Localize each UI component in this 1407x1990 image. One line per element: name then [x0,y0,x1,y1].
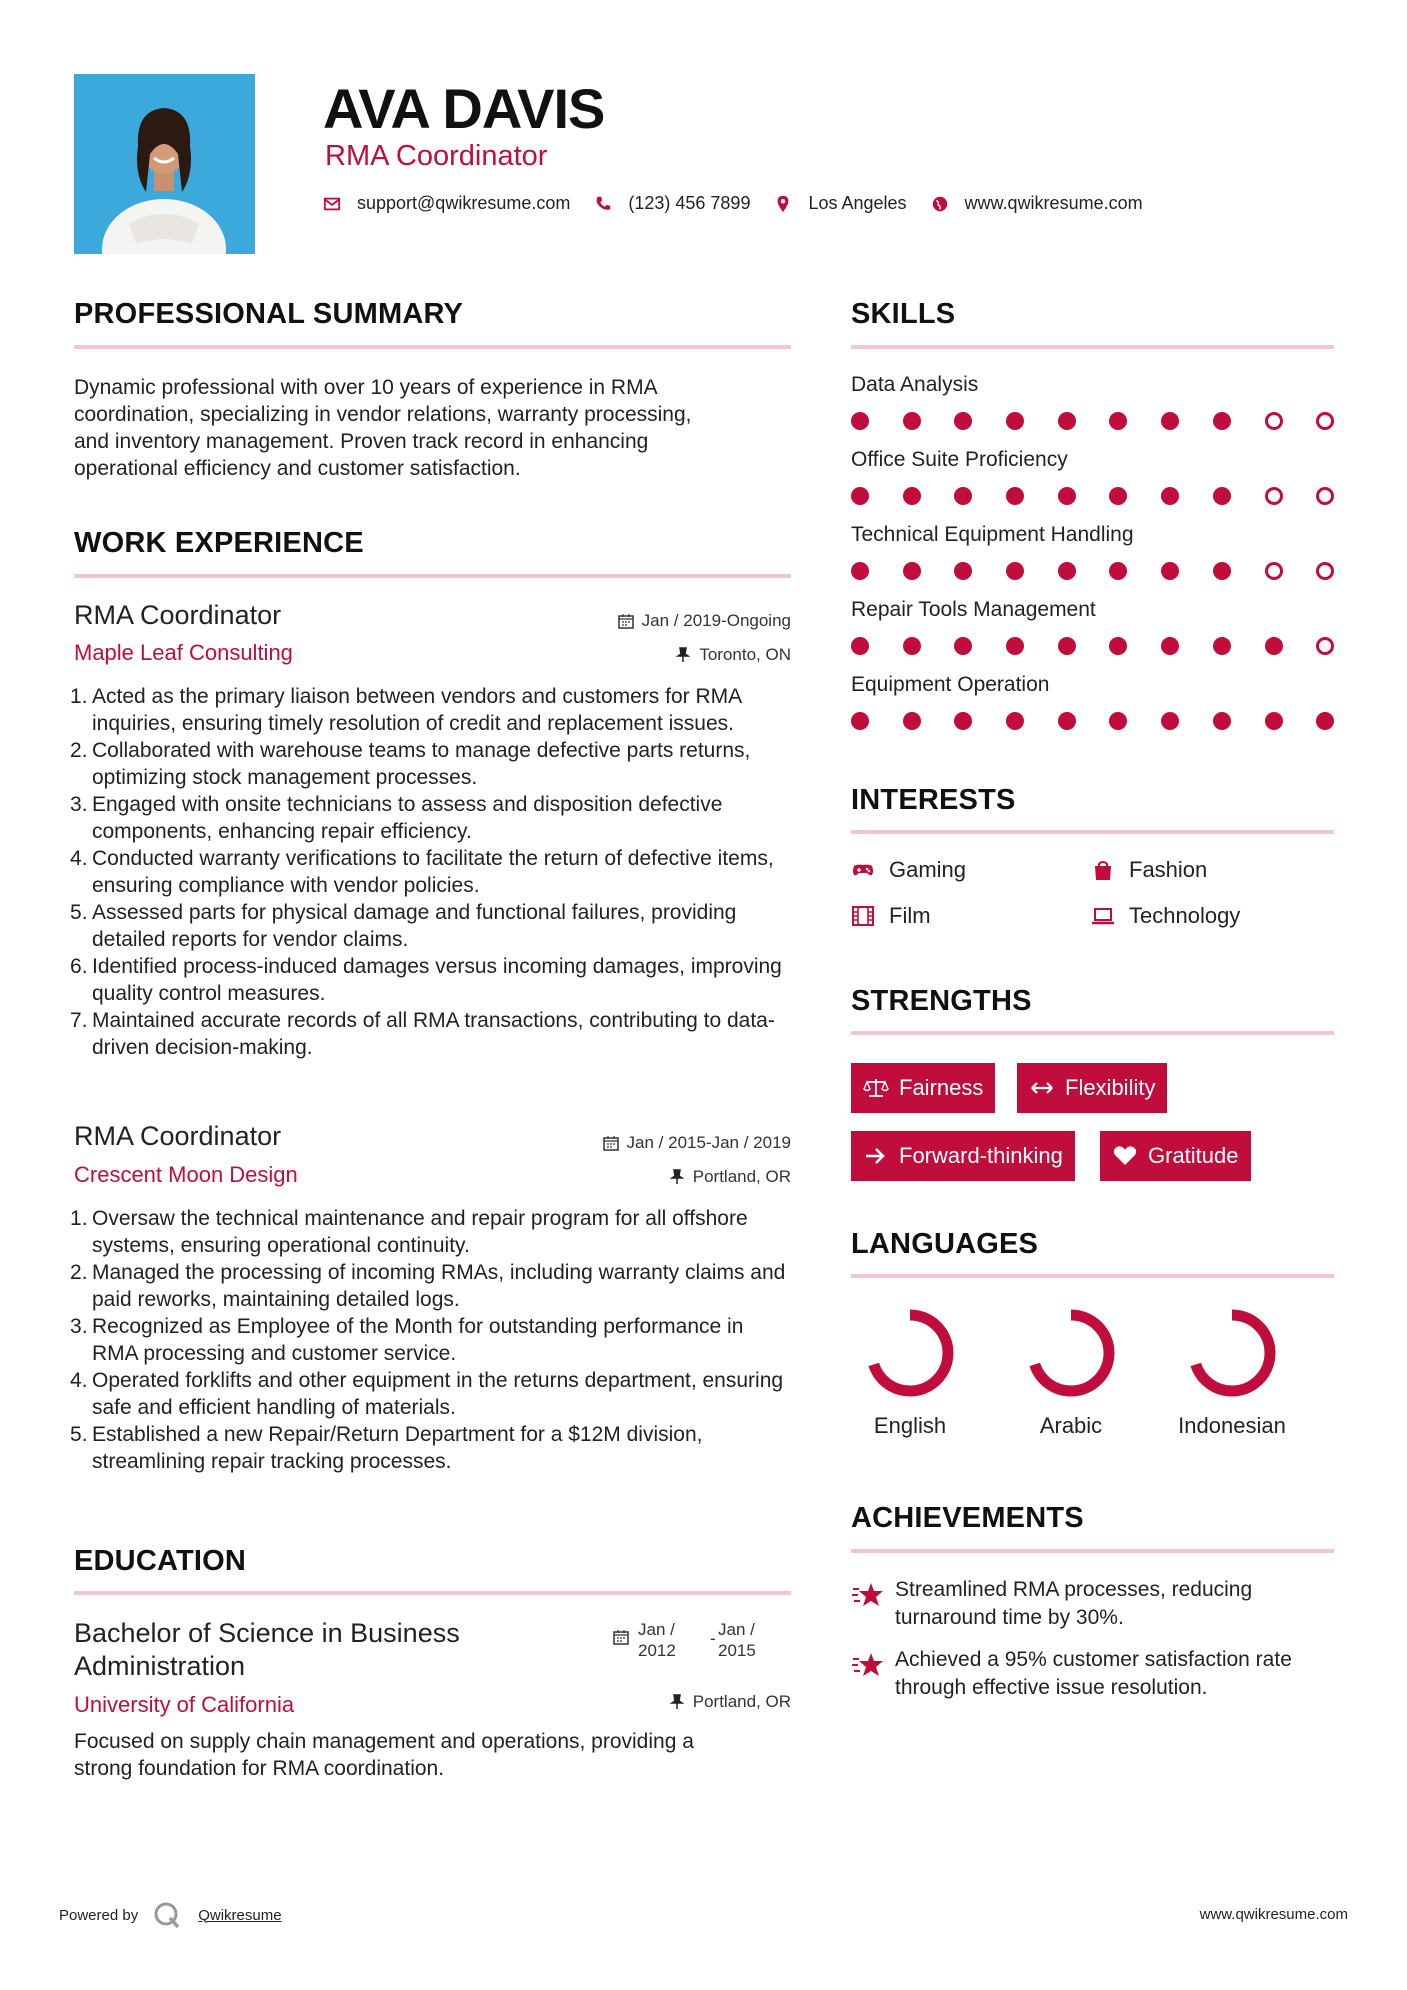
rating-dot-filled [1006,637,1024,655]
gamepad-icon [851,859,875,881]
degree-line: Administration [74,1651,246,1681]
education-desc-line: Focused on supply chain management and operations, providing a [74,1730,694,1753]
language-level-ring [862,1305,958,1401]
rating-dot-filled [1265,712,1283,730]
language-level-arc [872,1315,948,1391]
education-location [669,1692,791,1712]
job-bullet: Identified process-induced damages versus incoming damages, improving quality control measures. [92,955,782,1005]
rating-dot-filled [1006,562,1024,580]
strength-badge-gratitude [1100,1131,1251,1181]
language-name: Indonesian [1178,1413,1286,1438]
achievement-item [851,1576,1252,1632]
rating-dot-empty [1316,637,1334,655]
rating-dot-filled [1109,562,1127,580]
job-bullet: Recognized as Employee of the Month for outstanding performance in RMA processing and customer service. [92,1315,744,1365]
contact-email[interactable] [323,193,570,214]
skill-name: Technical Equipment Handling [851,523,1134,546]
globe-icon [931,195,949,213]
rating-dot-filled [851,562,869,580]
contact-phone[interactable] [594,193,750,214]
rating-dot-filled [1161,487,1179,505]
rating-dot-filled [1161,562,1179,580]
rating-dot-filled [1006,712,1024,730]
contact-bar [323,193,1167,214]
education-location-text: Portland, OR [692,1692,791,1711]
interest-label: Film [889,903,931,928]
rating-dot-filled [1161,637,1179,655]
profile-photo [74,74,255,254]
language-name: English [873,1413,947,1438]
language-item [1162,1305,1302,1439]
rating-dot-empty [1316,412,1334,430]
qwikresume-logo-icon [152,1900,182,1930]
education-desc-line: strong foundation for RMA coordination. [74,1757,445,1780]
rating-dot-filled [954,712,972,730]
rating-dot-filled [954,412,972,430]
strength-badge-forward-thinking [851,1131,1075,1181]
skill-name: Equipment Operation [851,673,1050,696]
work-heading: WORK EXPERIENCE [74,527,364,559]
pin-icon [675,647,691,663]
achievement-line: Achieved a 95% customer satisfaction rate [895,1648,1292,1671]
summary-text [74,374,791,482]
date-part: Jan / [718,1620,755,1639]
contact-location-text: Los Angeles [808,193,907,213]
interests-heading: INTERESTS [851,784,1016,816]
rating-dot-filled [851,712,869,730]
rating-dot-filled [1213,412,1231,430]
education-description [74,1728,791,1782]
interest-label: Technology [1129,903,1241,928]
rating-dot-filled [903,712,921,730]
achievement-text [895,1646,1292,1702]
interest-fashion [1091,857,1207,883]
date-part: Jan / [638,1620,675,1639]
star-award-icon [851,1580,885,1610]
contact-location [774,193,906,214]
candidate-name: AVA DAVIS [323,77,605,140]
education-degree [74,1617,460,1683]
job-company: Crescent Moon Design [74,1162,298,1187]
job-bullet: Maintained accurate records of all RMA transactions, contributing to data-driven decision-making. [92,1009,775,1059]
job-bullets [74,1205,794,1475]
language-item [1001,1305,1141,1439]
rating-dot-filled [1006,487,1024,505]
summary-divider [74,345,791,349]
rating-dot-filled [851,487,869,505]
job-location [669,1167,791,1187]
candidate-role: RMA Coordinator [325,140,548,172]
skill-rating [851,487,1368,505]
rating-dot-filled [903,487,921,505]
job-bullet: Engaged with onsite technicians to assess and disposition defective components, enhancing repair efficiency. [92,793,723,843]
rating-dot-filled [1058,637,1076,655]
star-award-icon [851,1650,885,1680]
phone-icon [594,195,612,213]
laptop-icon [1091,905,1115,927]
achievement-line: turnaround time by 30%. [895,1606,1124,1629]
contact-phone-text: (123) 456 7899 [628,193,751,213]
rating-dot-filled [1109,487,1127,505]
language-level-arc [1033,1315,1109,1391]
language-level-ring [1184,1305,1280,1401]
date-part: 2015 [718,1641,756,1660]
rating-dot-empty [1316,487,1334,505]
arrow-right-icon [863,1145,889,1167]
strength-label: Gratitude [1148,1143,1239,1168]
interest-film [851,903,931,929]
heart-icon [1112,1145,1138,1167]
rating-dot-filled [851,412,869,430]
skill-rating [851,562,1368,580]
degree-line: Bachelor of Science in Business [74,1618,460,1648]
job-bullets [74,683,794,1061]
achievement-line: Streamlined RMA processes, reducing [895,1578,1253,1601]
footer-website[interactable]: www.qwikresume.com [1199,1906,1348,1923]
job-bullet: Acted as the primary liaison between vendors and customers for RMA inquiries, ensuring timely resolution of credit and replacement issues. [92,685,741,735]
language-level-arc [1194,1315,1270,1391]
summary-heading: PROFESSIONAL SUMMARY [74,298,464,330]
job-date [618,611,791,631]
job-bullet: Operated forklifts and other equipment in the returns department, ensuring safe and efficient handling of materials. [92,1369,784,1419]
rating-dot-filled [851,637,869,655]
shopping-bag-icon [1091,859,1115,881]
rating-dot-filled [1058,487,1076,505]
summary-line: and inventory management. Proven track record in enhancing [74,430,649,453]
rating-dot-filled [1213,562,1231,580]
film-icon [851,905,875,927]
arrows-horizontal-icon [1029,1077,1055,1099]
rating-dot-empty [1265,487,1283,505]
rating-dot-filled [1006,412,1024,430]
date-separator: - [710,1629,716,1648]
rating-dot-filled [903,637,921,655]
skill-rating [851,637,1368,655]
portrait-image [74,74,255,254]
calendar-icon [613,1629,629,1645]
job-date-text: Jan / 2019-Ongoing [641,611,791,630]
skill-rating [851,712,1368,730]
job-title: RMA Coordinator [74,600,282,630]
pin-icon [669,1169,685,1185]
job-location [675,645,791,665]
contact-email-text: support@qwikresume.com [357,193,571,213]
achievements-heading: ACHIEVEMENTS [851,1502,1084,1534]
rating-dot-filled [1265,637,1283,655]
rating-dot-filled [1058,562,1076,580]
achievement-line: through effective issue resolution. [895,1676,1208,1699]
rating-dot-empty [1265,412,1283,430]
contact-website-text: www.qwikresume.com [964,193,1143,213]
education-heading: EDUCATION [74,1545,247,1577]
education-end-date [718,1619,756,1661]
footer-powered-by [59,1900,282,1930]
job-title: RMA Coordinator [74,1121,282,1151]
work-divider [74,574,791,578]
job-location-text: Toronto, ON [699,645,791,664]
rating-dot-filled [1213,487,1231,505]
job-bullet: Oversaw the technical maintenance and repair program for all offshore systems, ensuring operational continuity. [92,1207,748,1257]
rating-dot-filled [1058,712,1076,730]
rating-dot-filled [954,637,972,655]
strength-label: Forward-thinking [899,1143,1063,1168]
achievements-divider [851,1549,1334,1553]
job-bullet: Established a new Repair/Return Department for a $12M division, streamlining repair tracking processes. [92,1423,703,1473]
strength-badge-fairness [851,1063,995,1113]
rating-dot-filled [903,412,921,430]
skill-name: Data Analysis [851,373,979,396]
skills-divider [851,345,1334,349]
skill-rating [851,412,1368,430]
education-divider [74,1591,791,1595]
rating-dot-filled [1316,712,1334,730]
contact-website[interactable] [931,193,1143,214]
job-date [603,1133,791,1153]
rating-dot-filled [954,487,972,505]
date-part: 2012 [638,1641,676,1660]
languages-divider [851,1274,1334,1278]
achievement-text [895,1576,1252,1632]
rating-dot-filled [954,562,972,580]
job-company: Maple Leaf Consulting [74,640,293,665]
job-bullet: Conducted warranty verifications to facilitate the return of defective items, ensuring compliance with vendor policies. [92,847,774,897]
rating-dot-filled [1213,712,1231,730]
rating-dot-empty [1316,562,1334,580]
rating-dot-filled [1109,712,1127,730]
interests-divider [851,830,1334,834]
qwikresume-link[interactable]: Qwikresume [198,1906,282,1924]
achievement-item [851,1646,1292,1702]
rating-dot-filled [903,562,921,580]
strength-label: Fairness [899,1075,984,1100]
calendar-icon [618,613,634,629]
rating-dot-filled [1213,637,1231,655]
skill-name: Repair Tools Management [851,598,1096,621]
balance-scale-icon [863,1077,889,1099]
language-item [840,1305,980,1439]
job-bullet: Managed the processing of incoming RMAs, including warranty claims and paid reworks, maintaining detailed logs. [92,1261,786,1311]
summary-line: operational efficiency and customer satisfaction. [74,457,521,480]
rating-dot-filled [1161,712,1179,730]
rating-dot-filled [1161,412,1179,430]
education-school: University of California [74,1692,295,1717]
job-date-text: Jan / 2015-Jan / 2019 [626,1133,791,1152]
job-bullet: Assessed parts for physical damage and functional failures, providing detailed reports for vendor claims. [92,901,737,951]
job-bullet: Collaborated with warehouse teams to manage defective parts returns, optimizing stock management processes. [92,739,751,789]
rating-dot-filled [1109,637,1127,655]
summary-line: Dynamic professional with over 10 years of experience in RMA [74,376,658,399]
languages-heading: LANGUAGES [851,1228,1039,1260]
strengths-heading: STRENGTHS [851,985,1032,1017]
strength-badge-flexibility [1017,1063,1167,1113]
skill-name: Office Suite Proficiency [851,448,1068,471]
rating-dot-filled [1058,412,1076,430]
language-level-ring [1023,1305,1119,1401]
strength-label: Flexibility [1065,1075,1156,1100]
education-start-date [638,1619,676,1661]
interest-label: Gaming [889,857,967,882]
rating-dot-filled [1109,412,1127,430]
skills-heading: SKILLS [851,298,956,330]
strengths-divider [851,1031,1334,1035]
interest-gaming [851,857,966,883]
calendar-icon [603,1135,619,1151]
interest-label: Fashion [1129,857,1208,882]
language-name: Arabic [1039,1413,1103,1438]
pin-icon [669,1694,685,1710]
job-location-text: Portland, OR [692,1167,791,1186]
interest-technology [1091,903,1240,929]
rating-dot-empty [1265,562,1283,580]
summary-line: coordination, specializing in vendor relations, warranty processing, [74,403,692,426]
envelope-icon [323,195,341,213]
map-marker-icon [774,195,792,213]
powered-by-text: Powered by [59,1906,139,1924]
